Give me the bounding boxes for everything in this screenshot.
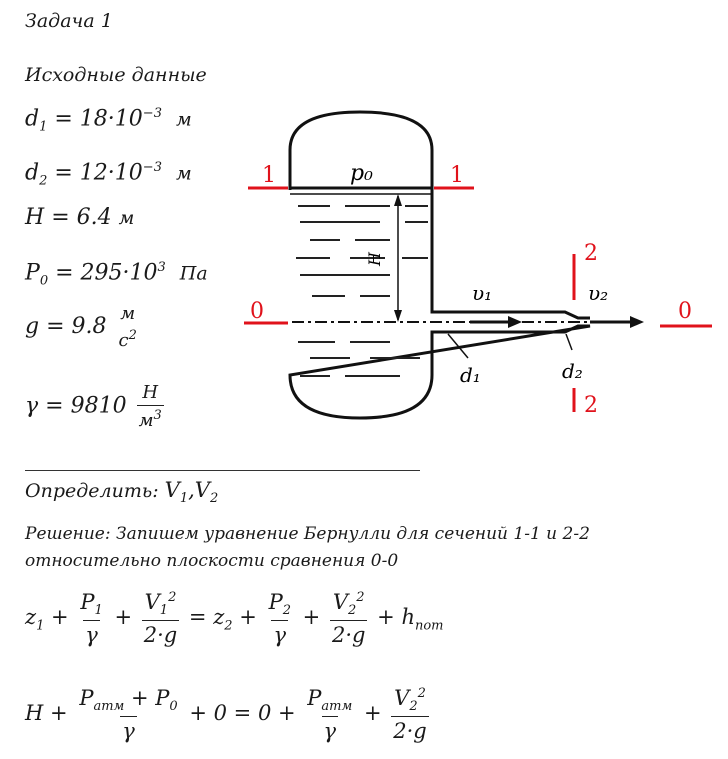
- eq1-z1: z: [25, 605, 37, 630]
- P0-sub: 0: [39, 273, 49, 289]
- P0-unit: Па: [179, 262, 208, 285]
- bernoulli-substituted: H + $\frac{P_{атм} + P_0}{\gamma}$ + 0 = 0 + $\frac{P_{атм}}{\gamma}$ + $\frac{V_2^2}{2\cdot g}$: [25, 686, 427, 744]
- d2-label: d₂: [562, 359, 583, 383]
- d2-exp: −3: [142, 160, 162, 175]
- divider: [25, 470, 420, 471]
- d1-label: d₁: [460, 363, 481, 387]
- d1-unit: м: [175, 108, 192, 131]
- solution-line-1: Решение: Запишем уравнение Бернулли для сечений 1-1 и 2-2: [25, 524, 590, 544]
- H-value: = 6.4: [51, 205, 112, 230]
- d1-value: = 18·10: [54, 106, 143, 132]
- d2-value: = 12·10: [54, 160, 143, 186]
- eq1-p1-frac: $\frac{P_1}{\gamma}$: [80, 590, 103, 648]
- eq2-frac2: $\frac{P_{атм}}{\gamma}$: [307, 686, 353, 744]
- v1-arrow: [508, 316, 522, 328]
- given-header: Исходные данные: [25, 64, 207, 86]
- eq1-v2-frac: $\frac{V_2^2}{2\cdot g}$: [331, 590, 366, 648]
- eq2-frac1: $\frac{P_{атм} + P_0}{\gamma}$: [79, 686, 178, 744]
- v2-label: υ₂: [588, 281, 609, 305]
- H-label: H: [365, 252, 384, 266]
- gamma-unit-exp: 3: [153, 408, 162, 423]
- d2-sub: 2: [39, 173, 48, 189]
- section-0-left-label: 0: [250, 299, 264, 324]
- g-unit-exp: 2: [128, 328, 137, 343]
- v2-arrow: [630, 316, 644, 328]
- solution-line-2: относительно плоскости сравнения 0-0: [25, 551, 399, 571]
- P0-symbol: P: [25, 260, 40, 286]
- H-symbol: H: [25, 205, 45, 230]
- g-value: = 9.8: [46, 314, 107, 339]
- eq2-frac3: $\frac{V_2^2}{2\cdot g}$: [393, 686, 427, 744]
- P0-exp: 3: [157, 260, 166, 275]
- tank-outline: [290, 112, 590, 418]
- d1-sub: 1: [39, 119, 48, 135]
- gamma-unit-den: м: [138, 410, 154, 431]
- find-line: [25, 478, 218, 506]
- eq1-h: h: [401, 605, 415, 630]
- section-0-right-label: 0: [678, 299, 692, 324]
- d1-exp: −3: [142, 106, 162, 121]
- find-label: Определить:: [25, 480, 159, 502]
- H-unit: м: [118, 207, 135, 229]
- eq1-p2-frac: $\frac{P_2}{\gamma}$: [268, 590, 291, 648]
- gamma-symbol: γ: [25, 393, 39, 419]
- section-1-right-label: 1: [450, 163, 464, 188]
- eq2-H: H: [25, 701, 44, 726]
- section-2-top-label: 2: [584, 241, 598, 266]
- g-symbol: g: [25, 314, 40, 339]
- bernoulli-equation: $z_1$ + $\frac{P_1}{\gamma}$ + $\frac{V_1^2}{2\cdot g}$ = $z_2$ + $\frac{P_2}{\gamma}$ + $\frac{V_2^2}{2\cdot g}$ + $h_{пот}$: [25, 590, 444, 648]
- d2-leader: [566, 334, 572, 350]
- gamma-value: = 9810: [45, 393, 127, 419]
- section-2-bottom-label: 2: [584, 393, 598, 418]
- v1-label: υ₁: [472, 281, 493, 305]
- g-unit-num: м: [120, 303, 136, 324]
- eq1-v1-frac: $\frac{V_1^2}{2\cdot g}$: [143, 590, 178, 648]
- P0-value: = 295·10: [55, 260, 158, 286]
- problem-title: Задача 1: [25, 10, 113, 32]
- p0-label: p₀: [350, 161, 373, 186]
- find-value: $V_1,V_2$: [164, 478, 219, 507]
- liquid-hatching: [296, 206, 428, 376]
- g-unit-den: c: [118, 330, 129, 351]
- d2-unit: м: [175, 162, 192, 185]
- gamma-unit-num: Н: [142, 382, 159, 403]
- section-1-left-label: 1: [262, 163, 276, 188]
- d2-symbol: d: [25, 160, 40, 186]
- eq1-z2: z: [213, 605, 225, 630]
- d1-symbol: d: [25, 106, 40, 132]
